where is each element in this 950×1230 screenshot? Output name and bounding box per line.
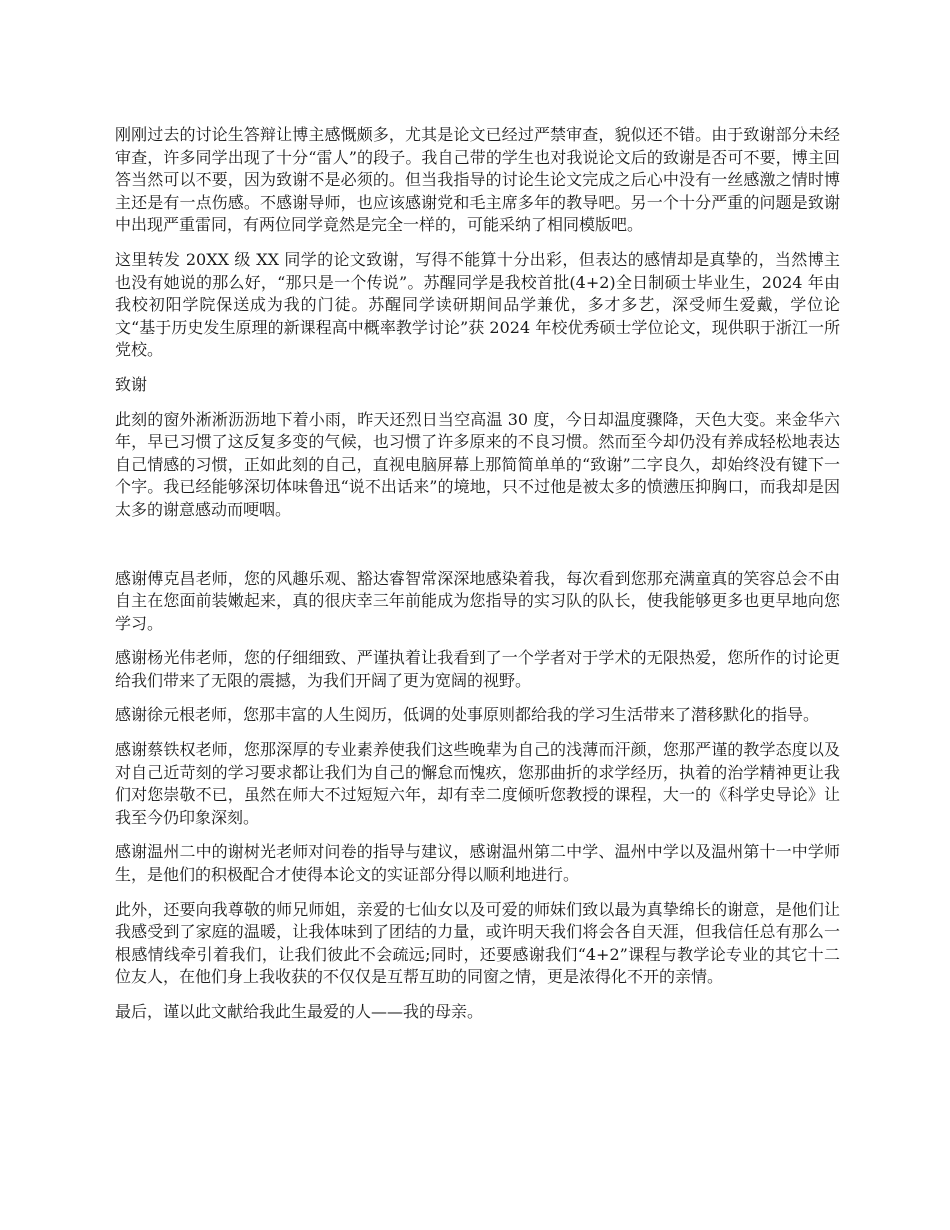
thanks-paragraph: 感谢杨光伟老师，您的仔细细致、严谨执着让我看到了一个学者对于学术的无限热爱，您所作的讨论更给我们带来了无限的震撼，为我们开阔了更为宽阔的视野。 bbox=[115, 648, 840, 690]
intro-paragraph: 刚刚过去的讨论生答辩让博主感慨颇多，尤其是论文已经过严禁审查，貌似还不错。由于致谢部分未经审查，许多同学出现了十分“雷人”的段子。我自己带的学生也对我说论文后的致谢是否可不要，博主回答当然可以不要，因为致谢不是必须的。但当我指导的讨论生论文完成之后心中没有一丝感激之情时博主还是有一点伤感。不感谢导师，也应该感谢党和毛主席多年的教导吧。另一个十分严重的问题是致谢中出现严重雷同，有两位同学竟然是完全一样的，可能采纳了相同模版吧。 bbox=[115, 125, 840, 235]
opening-paragraph: 此刻的窗外淅淅沥沥地下着小雨，昨天还烈日当空高温 30 度，今日却温度骤降，天色大变。来金华六年，早已习惯了这反复多变的气候，也习惯了许多原来的不良习惯。然而至今却仍没有养成轻松地表达自己情感的习惯，正如此刻的自己，直视电脑屏幕上那简简单单的“致谢”二字良久，却始终没有键下一个字。我已经能够深切体味鲁迅“说不出话来”的境地，只不过他是被太多的愤懑压抑胸口，而我却是因太多的谢意感动而哽咽。 bbox=[115, 409, 840, 519]
thanks-paragraph: 感谢徐元根老师，您那丰富的人生阅历，低调的处事原则都给我的学习生活带来了潜移默化的指导。 bbox=[115, 705, 820, 725]
closing-paragraph: 最后，谨以此文献给我此生最爱的人——我的母亲。 bbox=[115, 1002, 484, 1021]
thanks-paragraph: 此外，还要向我尊敬的师兄师姐，亲爱的七仙女以及可爱的师妹们致以最为真挚绵长的谢意，是他们让我感受到了家庭的温暖，让我体味到了团结的力量，或许明天我们将会各自天涯，但我信任总有那么一根感情线牵引着我们，让我们彼此不会疏远;同时，还要感谢我们“4+2”课程与教学论专业的其它十二位友人，在他们身上我收获的不仅仅是互帮互助的同窗之情，更是浓得化不开的亲情。 bbox=[115, 899, 840, 987]
document-page bbox=[115, 124, 840, 1036]
section-heading: 致谢 bbox=[115, 374, 148, 394]
blank-gap bbox=[115, 534, 840, 568]
thanks-paragraph: 感谢温州二中的谢树光老师对问卷的指导与建议，感谢温州第二中学、温州中学以及温州第十一中学师生，是他们的积极配合才使得本论文的实证部分得以顺利地进行。 bbox=[115, 842, 840, 885]
intro-paragraph: 这里转发 20XX 级 XX 同学的论文致谢，写得不能算十分出彩，但表达的感情却是真挚的，当然博主也没有她说的那么好，“那只是一个传说”。苏醒同学是我校首批(4+2)全日制硕士毕业生，2024 年由我校初阳学院保送成为我的门徒。苏醒同学读研期间品学兼优，多才多艺，深受师生爱戴，学位论文“基于历史发生原理的新课程高中概率教学讨论”获 2024 年校优秀硕士学位论文，现供职于浙江一所党校。 bbox=[115, 249, 840, 360]
thanks-paragraph: 感谢蔡铁权老师，您那深厚的专业素养使我们这些晚辈为自己的浅薄而汗颜，您那严谨的教学态度以及对自己近苛刻的学习要求都让我们为自己的懈怠而愧疚，您那曲折的求学经历，执着的治学精神更让我们对您崇敬不已，虽然在师大不过短短六年，却有幸二度倾听您教授的课程，大一的《科学史导论》让我至今仍印象深刻。 bbox=[115, 740, 840, 827]
thanks-paragraph: 感谢傅克昌老师，您的风趣乐观、豁达睿智常深深地感染着我，每次看到您那充满童真的笑容总会不由自主在您面前装嫩起来，真的很庆幸三年前能成为您指导的实习队的队长，使我能够更多也更早地向您学习。 bbox=[115, 568, 840, 633]
